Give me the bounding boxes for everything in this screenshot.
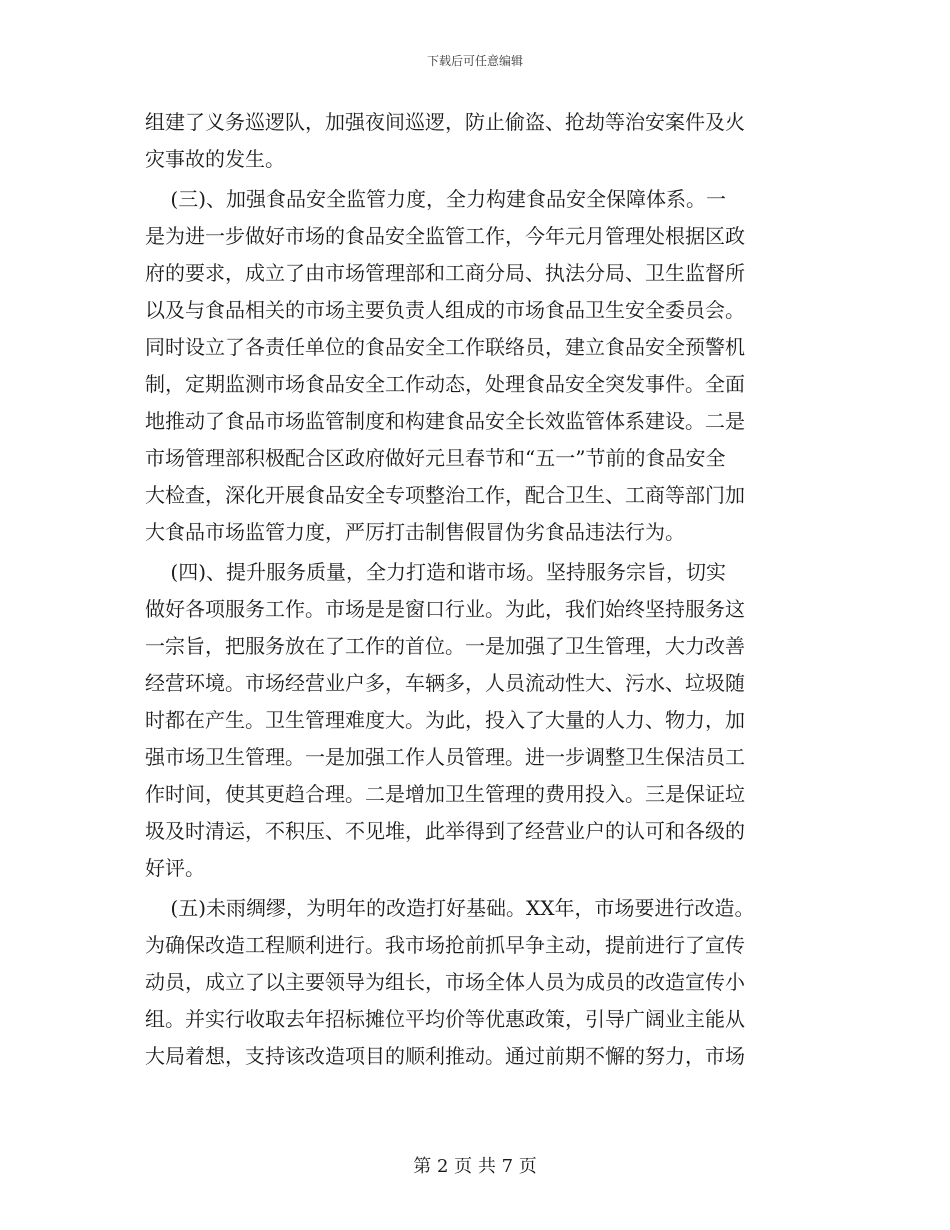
text-line: 好评。	[145, 856, 205, 880]
text-line: (三)、加强食品安全监管力度，全力构建食品安全保障体系。一	[145, 187, 727, 211]
text-line: 经营环境。市场经营业户多，车辆多，人员流动性大、污水、垃圾随	[145, 671, 745, 695]
text-line: 强市场卫生管理。一是加强工作人员管理。进一步调整卫生保洁员工	[145, 745, 745, 769]
text-line: 市场管理部积极配合区政府做好元旦春节和“五一”节前的食品安全	[145, 446, 726, 470]
document-body	[145, 104, 825, 1075]
text-line: 为确保改造工程顺利进行。我市场抢前抓早争主动，提前进行了宣传	[145, 933, 745, 957]
page-number-footer: 第 2 页 共 7 页	[413, 1156, 537, 1177]
text-line: 是为进一步做好市场的食品安全监管工作，今年元月管理处根据区政	[145, 224, 745, 248]
text-line: 制，定期监测市场食品安全工作动态，处理食品安全突发事件。全面	[145, 372, 745, 396]
text-line: 动员，成立了以主要领导为组长，市场全体人员为成员的改造宣传小	[145, 970, 745, 994]
paragraph	[145, 554, 825, 887]
page-header-note: 下载后可任意编辑	[426, 54, 523, 68]
paragraph	[145, 104, 825, 178]
paragraph	[145, 890, 825, 1075]
text-line: 府的要求，成立了由市场管理部和工商分局、执法分局、卫生监督所	[145, 261, 745, 285]
text-line: 圾及时清运，不积压、不见堆，此举得到了经营业户的认可和各级的	[145, 819, 745, 843]
text-line: 同时设立了各责任单位的食品安全工作联络员，建立食品安全预警机	[145, 335, 745, 359]
text-line: 做好各项服务工作。市场是是窗口行业。为此，我们始终坚持服务这	[145, 597, 745, 621]
text-line: (五)未雨绸缪，为明年的改造打好基础。XX年，市场要进行改造。	[145, 896, 755, 920]
paragraph	[145, 181, 825, 551]
text-line: 大局着想，支持该改造项目的顺利推动。通过前期不懈的努力，市场	[145, 1044, 745, 1068]
text-line: 作时间，使其更趋合理。二是增加卫生管理的费用投入。三是保证垃	[145, 782, 745, 806]
text-line: 组。并实行收取去年招标摊位平均价等优惠政策，引导广阔业主能从	[145, 1007, 745, 1031]
text-line: 一宗旨，把服务放在了工作的首位。一是加强了卫生管理，大力改善	[145, 634, 745, 658]
text-line: 大检查，深化开展食品安全专项整治工作，配合卫生、工商等部门加	[145, 483, 745, 507]
text-line: 以及与食品相关的市场主要负责人组成的市场食品卫生安全委员会。	[145, 298, 745, 322]
text-line: 灾事故的发生。	[145, 147, 285, 171]
text-line: 时都在产生。卫生管理难度大。为此，投入了大量的人力、物力，加	[145, 708, 745, 732]
text-line: (四)、提升服务质量，全力打造和谐市场。坚持服务宗旨，切实	[145, 560, 727, 584]
text-line: 组建了义务巡逻队，加强夜间巡逻，防止偷盗、抢劫等治安案件及火	[145, 110, 745, 134]
text-line: 地推动了食品市场监管制度和构建食品安全长效监管体系建设。二是	[145, 409, 745, 433]
text-line: 大食品市场监管力度，严厉打击制售假冒伪劣食品违法行为。	[145, 520, 685, 544]
